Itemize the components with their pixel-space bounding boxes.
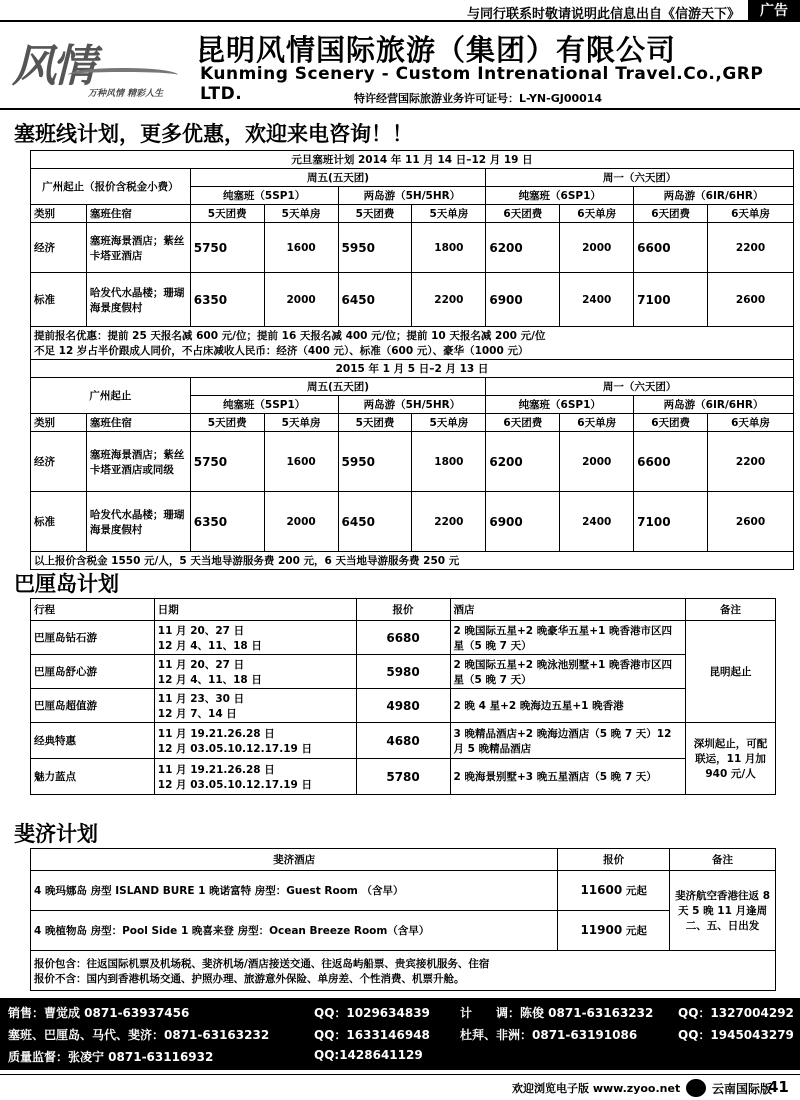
price-cell: 6200 [486, 432, 560, 492]
monday-group-2: 周一（六天团） [486, 378, 794, 396]
saipan-period-2: 2015 年 1 月 5 日–2 月 13 日 [31, 360, 794, 378]
fiji-price: 11900 [580, 923, 623, 937]
sales-contact: 销售：曹觉成 0871-63937456 [8, 1006, 190, 1020]
fee5-header: 5天团费 [190, 414, 264, 432]
fee6-header: 6天团费 [486, 414, 560, 432]
price-cell: 6450 [338, 492, 412, 552]
table-row [31, 621, 776, 655]
fiji-table [30, 848, 776, 991]
route-name: 巴厘岛钻石游 [31, 621, 155, 655]
bottom-bar [0, 1074, 800, 1100]
dubai-contact: 杜拜、非洲：0871-63191086 [460, 1028, 638, 1042]
table-row [31, 911, 776, 951]
table-row [31, 655, 776, 689]
price-cell: 2400 [560, 492, 634, 552]
single5-header: 5天单房 [412, 414, 486, 432]
price-cell: 2200 [412, 492, 486, 552]
logo-swoosh-icon [68, 68, 178, 82]
single6-header: 6天单房 [708, 414, 794, 432]
price-cell: 2000 [560, 432, 634, 492]
price-cell: 6350 [190, 273, 264, 327]
price-cell: 1600 [264, 223, 338, 273]
price-cell: 6600 [634, 223, 708, 273]
two-island-fri-2: 两岛游（5H/5HR） [338, 396, 486, 414]
pure-saipan-fri-1: 纯塞班（5SP1） [190, 187, 338, 205]
fiji-price: 11600 [580, 883, 623, 897]
page-number: 41 [768, 1078, 789, 1096]
route-price: 5980 [356, 655, 450, 689]
region-qq: QQ：1633146948 [314, 1028, 430, 1042]
fee6-header: 6天团费 [634, 414, 708, 432]
license-number: 特许经营国际旅游业务许可证号：L-YN-GJ00014 [354, 92, 603, 105]
bali-header-route: 行程 [31, 599, 155, 621]
contacts-footer [0, 998, 800, 1070]
early-booking-note: 提前报名优惠：提前 25 天报名减 600 元/位；提前 16 天报名减 400 元/位；提前 10 天报名减 200 元/位 [34, 330, 546, 342]
hotel-header-2: 塞班住宿 [86, 414, 190, 432]
price-cell: 2000 [264, 492, 338, 552]
row-hotel: 塞班海景酒店；紫丝卡塔亚酒店或同级 [86, 432, 190, 492]
gz-header-1: 广州起止（报价含税金小费） [31, 169, 191, 205]
tax-note: 以上报价含税金 1550 元/人，5 天当地导游服务费 200 元，6 天当地导游服务费 250 元 [31, 552, 794, 570]
fiji-remark: 斐济航空香港往返 8 天 5 晚 11 月逢周二、五、日出发 [670, 871, 776, 951]
company-header [0, 24, 800, 110]
fiji-hotel: 4 晚植物岛 房型：Pool Side 1 晚喜来登 房型：Ocean Breeze Room（含早） [31, 911, 558, 951]
price-cell: 7100 [634, 273, 708, 327]
table-row [31, 273, 794, 327]
bali-table [30, 598, 776, 795]
fee6-header: 6天团费 [486, 205, 560, 223]
price-cell: 6350 [190, 492, 264, 552]
single6-header: 6天单房 [708, 205, 794, 223]
hotel-header-1: 塞班住宿 [86, 205, 190, 223]
price-cell: 2400 [560, 273, 634, 327]
saipan-table [30, 150, 794, 570]
price-cell: 5750 [190, 223, 264, 273]
company-logo [8, 30, 178, 102]
fee6-header: 6天团费 [634, 205, 708, 223]
price-cell: 1800 [412, 223, 486, 273]
fiji-exclude: 报价不含：国内到香港机场交通、护照办理、旅游意外保险、单房差、个性消费、机票升舱。 [34, 972, 465, 985]
friday-group-2: 周五(五天团) [190, 378, 486, 396]
monday-group-1: 周一（六天团） [486, 169, 794, 187]
two-island-fri-1: 两岛游（5H/5HR） [338, 187, 486, 205]
date-line: 11 月 23、30 日 [157, 692, 245, 705]
route-price: 4680 [356, 723, 450, 759]
date-line: 12 月 03.05.10.12.17.19 日 [157, 778, 312, 791]
company-name-cn: 昆明风情国际旅游（集团）有限公司 [196, 33, 677, 67]
table-row [31, 432, 794, 492]
route-hotel: 2 晚海景别墅+3 晚五星酒店（5 晚 7 天） [450, 759, 686, 795]
quality-qq: QQ:1428641129 [314, 1048, 423, 1062]
bali-remark-kunming: 昆明起止 [686, 621, 776, 723]
route-name: 魅力蓝点 [31, 759, 155, 795]
price-cell: 1800 [412, 432, 486, 492]
fee5-header: 5天团费 [190, 205, 264, 223]
price-cell: 6200 [486, 223, 560, 273]
fiji-include: 报价包含：往返国际机票及机场税、斐济机场/酒店接送交通、往返岛屿船票、贵宾接机服务、住宿 [34, 957, 490, 970]
logo-script: 风情 [12, 41, 92, 92]
date-line: 11 月 20、27 日 [157, 658, 245, 671]
row-hotel: 哈发代水晶楼；珊瑚海景度假村 [86, 273, 190, 327]
single6-header: 6天单房 [560, 414, 634, 432]
route-hotel: 2 晚国际五星+2 晚泳池别墅+1 晚香港市区四星（5 晚 7 天） [450, 655, 686, 689]
route-name: 巴厘岛超值游 [31, 689, 155, 723]
price-cell: 6600 [634, 432, 708, 492]
dubai-qq: QQ：1945043279 [678, 1028, 794, 1042]
friday-group-1: 周五(五天团) [190, 169, 486, 187]
type-header-1: 类别 [31, 205, 87, 223]
price-cell: 2600 [708, 492, 794, 552]
fee5-header: 5天团费 [338, 205, 412, 223]
child-note: 不足 12 岁占半价跟成人同价，不占床减收人民币：经济（400 元）、标准（600 元）、豪华（1000 元） [34, 345, 529, 357]
table-row [31, 689, 776, 723]
pure-saipan-mon-2: 纯塞班（6SP1） [486, 396, 634, 414]
edition-badge-icon [686, 1079, 706, 1097]
date-line: 11 月 20、27 日 [157, 624, 245, 637]
date-line: 12 月 4、11、18 日 [157, 673, 262, 686]
row-type: 标准 [31, 492, 87, 552]
table-row [31, 223, 794, 273]
bali-remark-shenzhen: 深圳起止，可配联运，11 月加 940 元/人 [686, 723, 776, 795]
row-hotel: 哈发代水晶楼；珊瑚海景度假村 [86, 492, 190, 552]
row-type: 标准 [31, 273, 87, 327]
bali-header-price: 报价 [356, 599, 450, 621]
row-type: 经济 [31, 432, 87, 492]
route-hotel: 2 晚国际五星+2 晚豪华五星+1 晚香港市区四星（5 晚 7 天） [450, 621, 686, 655]
saipan-title: 塞班线计划，更多优惠，欢迎来电咨询！！ [14, 122, 413, 146]
route-price: 5780 [356, 759, 450, 795]
top-notice-bar [0, 0, 800, 22]
site-link[interactable]: 欢迎浏览电子版 www.zyoo.net [512, 1082, 681, 1095]
fiji-header-hotel: 斐济酒店 [31, 849, 558, 871]
fiji-header-price: 报价 [558, 849, 670, 871]
table-row [31, 492, 794, 552]
table-row [31, 871, 776, 911]
single6-header: 6天单房 [560, 205, 634, 223]
gz-header-2: 广州起止 [31, 378, 191, 414]
date-line: 12 月 7、14 日 [157, 707, 237, 720]
date-line: 11 月 19.21.26.28 日 [157, 763, 275, 776]
price-cell: 6900 [486, 273, 560, 327]
price-cell: 2200 [708, 432, 794, 492]
route-hotel: 2 晚 4 星+2 晚海边五星+1 晚香港 [450, 689, 686, 723]
date-line: 12 月 03.05.10.12.17.19 日 [157, 742, 312, 755]
region-contact: 塞班、巴厘岛、马代、斐济：0871-63163232 [8, 1028, 270, 1042]
bali-header-date: 日期 [154, 599, 356, 621]
fee5-header: 5天团费 [338, 414, 412, 432]
price-cell: 7100 [634, 492, 708, 552]
saipan-period-1: 元旦塞班计划 2014 年 11 月 14 日–12 月 19 日 [31, 151, 794, 169]
two-island-mon-1: 两岛游（6IR/6HR） [634, 187, 794, 205]
edition-label: 云南国际版 [712, 1082, 773, 1096]
type-header-2: 类别 [31, 414, 87, 432]
dispatch-contact: 计 调：陈俊 0871-63163232 [460, 1006, 654, 1020]
company-name-en: Kunming Scenery - Custom Intrenational Travel.Co.,GRP LTD. [200, 64, 764, 104]
pure-saipan-fri-2: 纯塞班（5SP1） [190, 396, 338, 414]
pure-saipan-mon-1: 纯塞班（6SP1） [486, 187, 634, 205]
fiji-hotel: 4 晚玛娜岛 房型 ISLAND BURE 1 晚诺富特 房型：Guest Room （含早） [31, 871, 558, 911]
row-type: 经济 [31, 223, 87, 273]
dispatch-qq: QQ：1327004292 [678, 1006, 794, 1020]
price-cell: 2600 [708, 273, 794, 327]
logo-slogan: 万种风情 精彩人生 [88, 89, 164, 99]
table-row [31, 723, 776, 759]
quality-contact: 质量监督：张凌宁 0871-63116932 [8, 1050, 214, 1064]
price-cell: 1600 [264, 432, 338, 492]
single5-header: 5天单房 [412, 205, 486, 223]
price-cell: 6450 [338, 273, 412, 327]
bali-title: 巴厘岛计划 [14, 572, 119, 596]
price-cell: 2200 [708, 223, 794, 273]
price-cell: 5750 [190, 432, 264, 492]
single5-header: 5天单房 [264, 205, 338, 223]
fiji-price-unit: 元起 [625, 885, 647, 897]
table-row [31, 759, 776, 795]
sales-qq: QQ：1029634839 [314, 1006, 430, 1020]
price-cell: 5950 [338, 432, 412, 492]
route-hotel: 3 晚精品酒店+2 晚海边酒店（5 晚 7 天）12 月 5 晚精品酒店 [450, 723, 686, 759]
route-name: 经典特惠 [31, 723, 155, 759]
price-cell: 2000 [560, 223, 634, 273]
fiji-price-unit: 元起 [625, 925, 647, 937]
fiji-header-remark: 备注 [670, 849, 776, 871]
price-cell: 5950 [338, 223, 412, 273]
date-line: 11 月 19.21.26.28 日 [157, 727, 275, 740]
price-cell: 2200 [412, 273, 486, 327]
fiji-title: 斐济计划 [14, 822, 98, 846]
row-hotel: 塞班海景酒店；紫丝卡塔亚酒店 [86, 223, 190, 273]
source-notice: 与同行联系时敬请说明此信息出自《信游天下》 [466, 7, 740, 22]
bali-header-remark: 备注 [686, 599, 776, 621]
route-name: 巴厘岛舒心游 [31, 655, 155, 689]
price-cell: 6900 [486, 492, 560, 552]
date-line: 12 月 4、11、18 日 [157, 639, 262, 652]
single5-header: 5天单房 [264, 414, 338, 432]
price-cell: 2000 [264, 273, 338, 327]
bali-header-hotel: 酒店 [450, 599, 686, 621]
ad-label: 广告 [748, 0, 800, 22]
two-island-mon-2: 两岛游（6IR/6HR） [634, 396, 794, 414]
route-price: 6680 [356, 621, 450, 655]
route-price: 4980 [356, 689, 450, 723]
